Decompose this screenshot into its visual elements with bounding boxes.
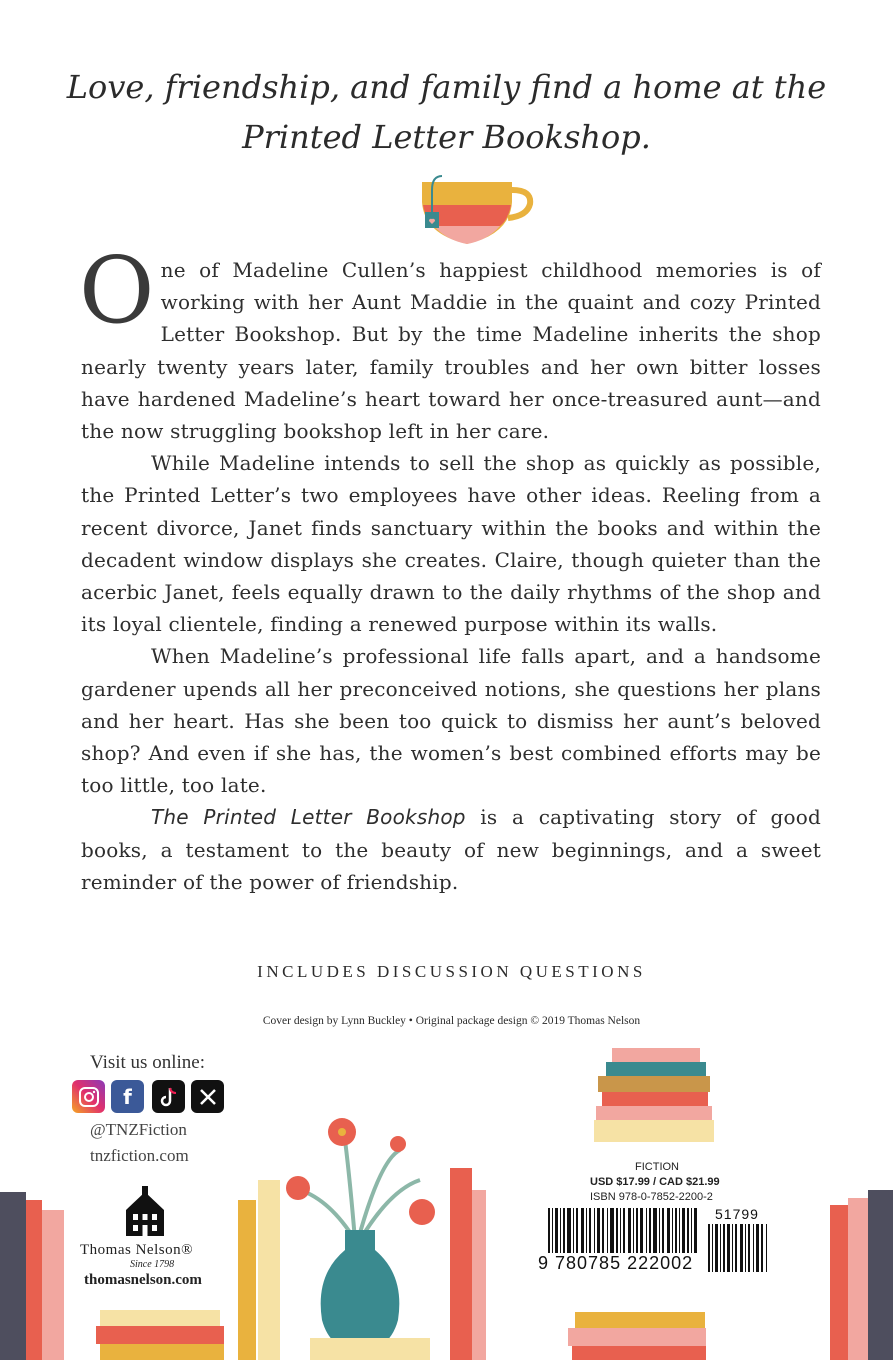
price-label: USD $17.99 / CAD $21.99 [590,1176,720,1188]
book-title: The Printed Letter Bookshop [151,805,466,830]
discussion-questions-note: INCLUDES DISCUSSION QUESTIONS [257,962,646,981]
publisher-since: Since 1798 [130,1259,175,1270]
barcode-addon-icon [708,1224,770,1272]
tagline [0,62,893,162]
paragraph-2: While Madeline intends to sell the shop as quickly as possible, the Printed Letter’s two employees have other ideas. Reeling from a recent divorce, Janet finds sanctuary within the books and within the decadent window displays she creates. Claire, though quieter than the acerbic Janet, feels equally drawn to the daily rhythms of the shop and its loyal clientele, finding a renewed purpose within its walls. [81,451,821,637]
paragraph-1-text: ne of Madeline Cullen’s happiest childhood memories is of working with her Aunt Maddie in the quaint and cozy Printed Letter Bookshop. But by the time Madeline inherits the shop nearly twenty years later, family troubles and her own bitter losses have hardened Madeline’s heart toward her once-treasured aunt—and the now struggling bookshop left in her care. [81,258,821,444]
barcode-number: 9 780785 222002 [538,1253,694,1273]
visit-online-label: Visit us online: [90,1052,205,1073]
publisher-name: Thomas Nelson® [80,1242,193,1258]
teacup-icon [410,172,535,247]
tagline-line-1: Love, friendship, and family find a home at the [66,68,827,106]
bookshelf-illustration [0,1040,893,1360]
tagline-line-2: Printed Letter Bookshop. [242,118,651,156]
tnz-website-link[interactable]: tnzfiction.com [90,1146,189,1165]
publisher-website-link[interactable]: thomasnelson.com [84,1272,202,1288]
paragraph-3: When Madeline’s professional life falls apart, and a handsome gardener upends all her preconceived notions, she questions her plans and her heart. Has she been too quick to dismiss her aunt’s beloved shop? And even if she has, the women’s best combined efforts may be too little, too late. [81,644,821,798]
paragraph-4-text: is a captivating story of good books, a testament to the beauty of new beginnings, and a sweet reminder of the power of friendship. [81,805,821,894]
barcode-icon [548,1208,698,1253]
book-description [79,237,821,898]
paragraph-1 [79,237,821,447]
facebook-icon[interactable]: f [111,1080,144,1113]
paragraph-4 [81,801,821,898]
social-handle[interactable]: @TNZFiction [90,1120,187,1139]
isbn-label: ISBN 978-0-7852-2200-2 [590,1191,713,1203]
design-credit: Cover design by Lynn Buckley • Original package design © 2019 Thomas Nelson [262,1015,641,1027]
drop-cap: O [79,237,155,344]
barcode-addon-number: 51799 [715,1206,759,1222]
category-label: FICTION [635,1161,679,1173]
